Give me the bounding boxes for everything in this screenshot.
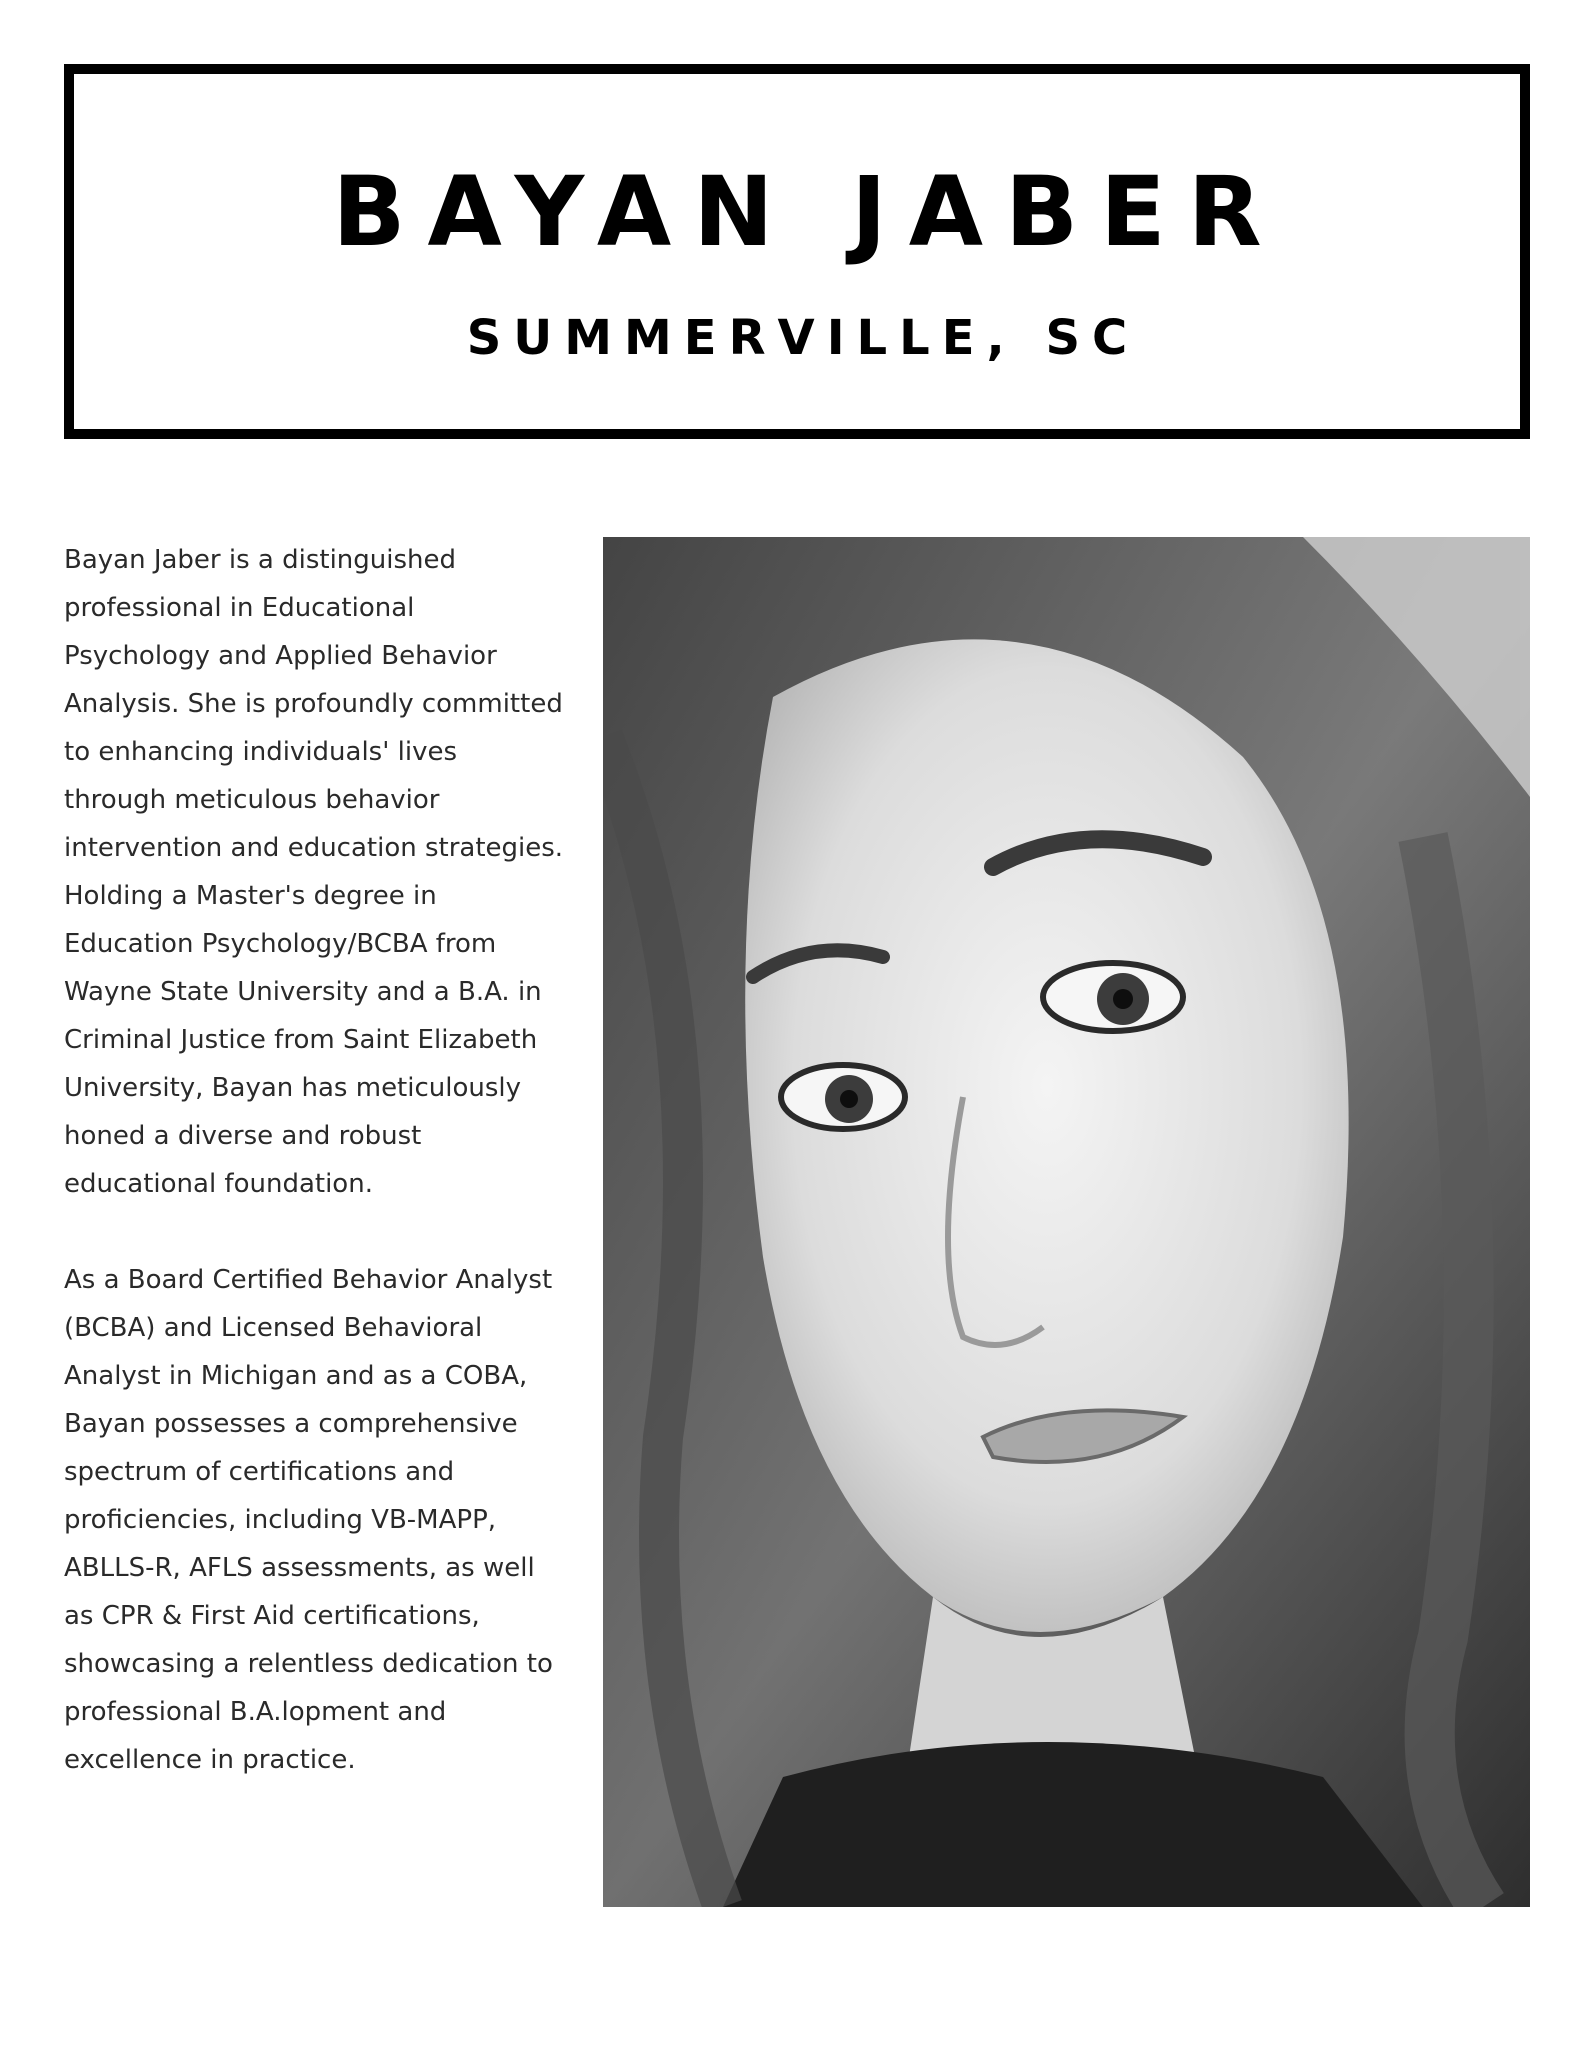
bio-paragraph-1: Bayan Jaber is a distinguished professional in Educational Psychology and Applied Behavior Analysis. She is profoundly committed to enhancing individuals' lives through meticulous behavior intervention and education strategies. Holding a Master's degree in Education Psychology/BCBA from Wayne State University and a B.A. in Criminal Justice from Saint Elizabeth University, Bayan has meticulously honed a diverse and robust educational foundation. <box>64 545 564 1199</box>
page-title: BAYAN JABER <box>332 156 1284 268</box>
bio-text <box>64 536 564 1832</box>
header-box <box>64 64 1530 439</box>
portrait-photo <box>603 537 1530 1907</box>
bio-paragraph-2: As a Board Certified Behavior Analyst (BCBA) and Licensed Behavioral Analyst in Michigan and as a COBA, Bayan possesses a comprehensive spectrum of certifications and proficiencies, including VB-MAPP, ABLLS-R, AFLS assessments, as well as CPR & First Aid certifications, showcasing a relentless dedication to professional B.A.lopment and excellence in practice. <box>64 1265 553 1775</box>
location-subtitle: SUMMERVILLE, SC <box>466 310 1140 366</box>
portrait-illustration <box>603 537 1530 1907</box>
